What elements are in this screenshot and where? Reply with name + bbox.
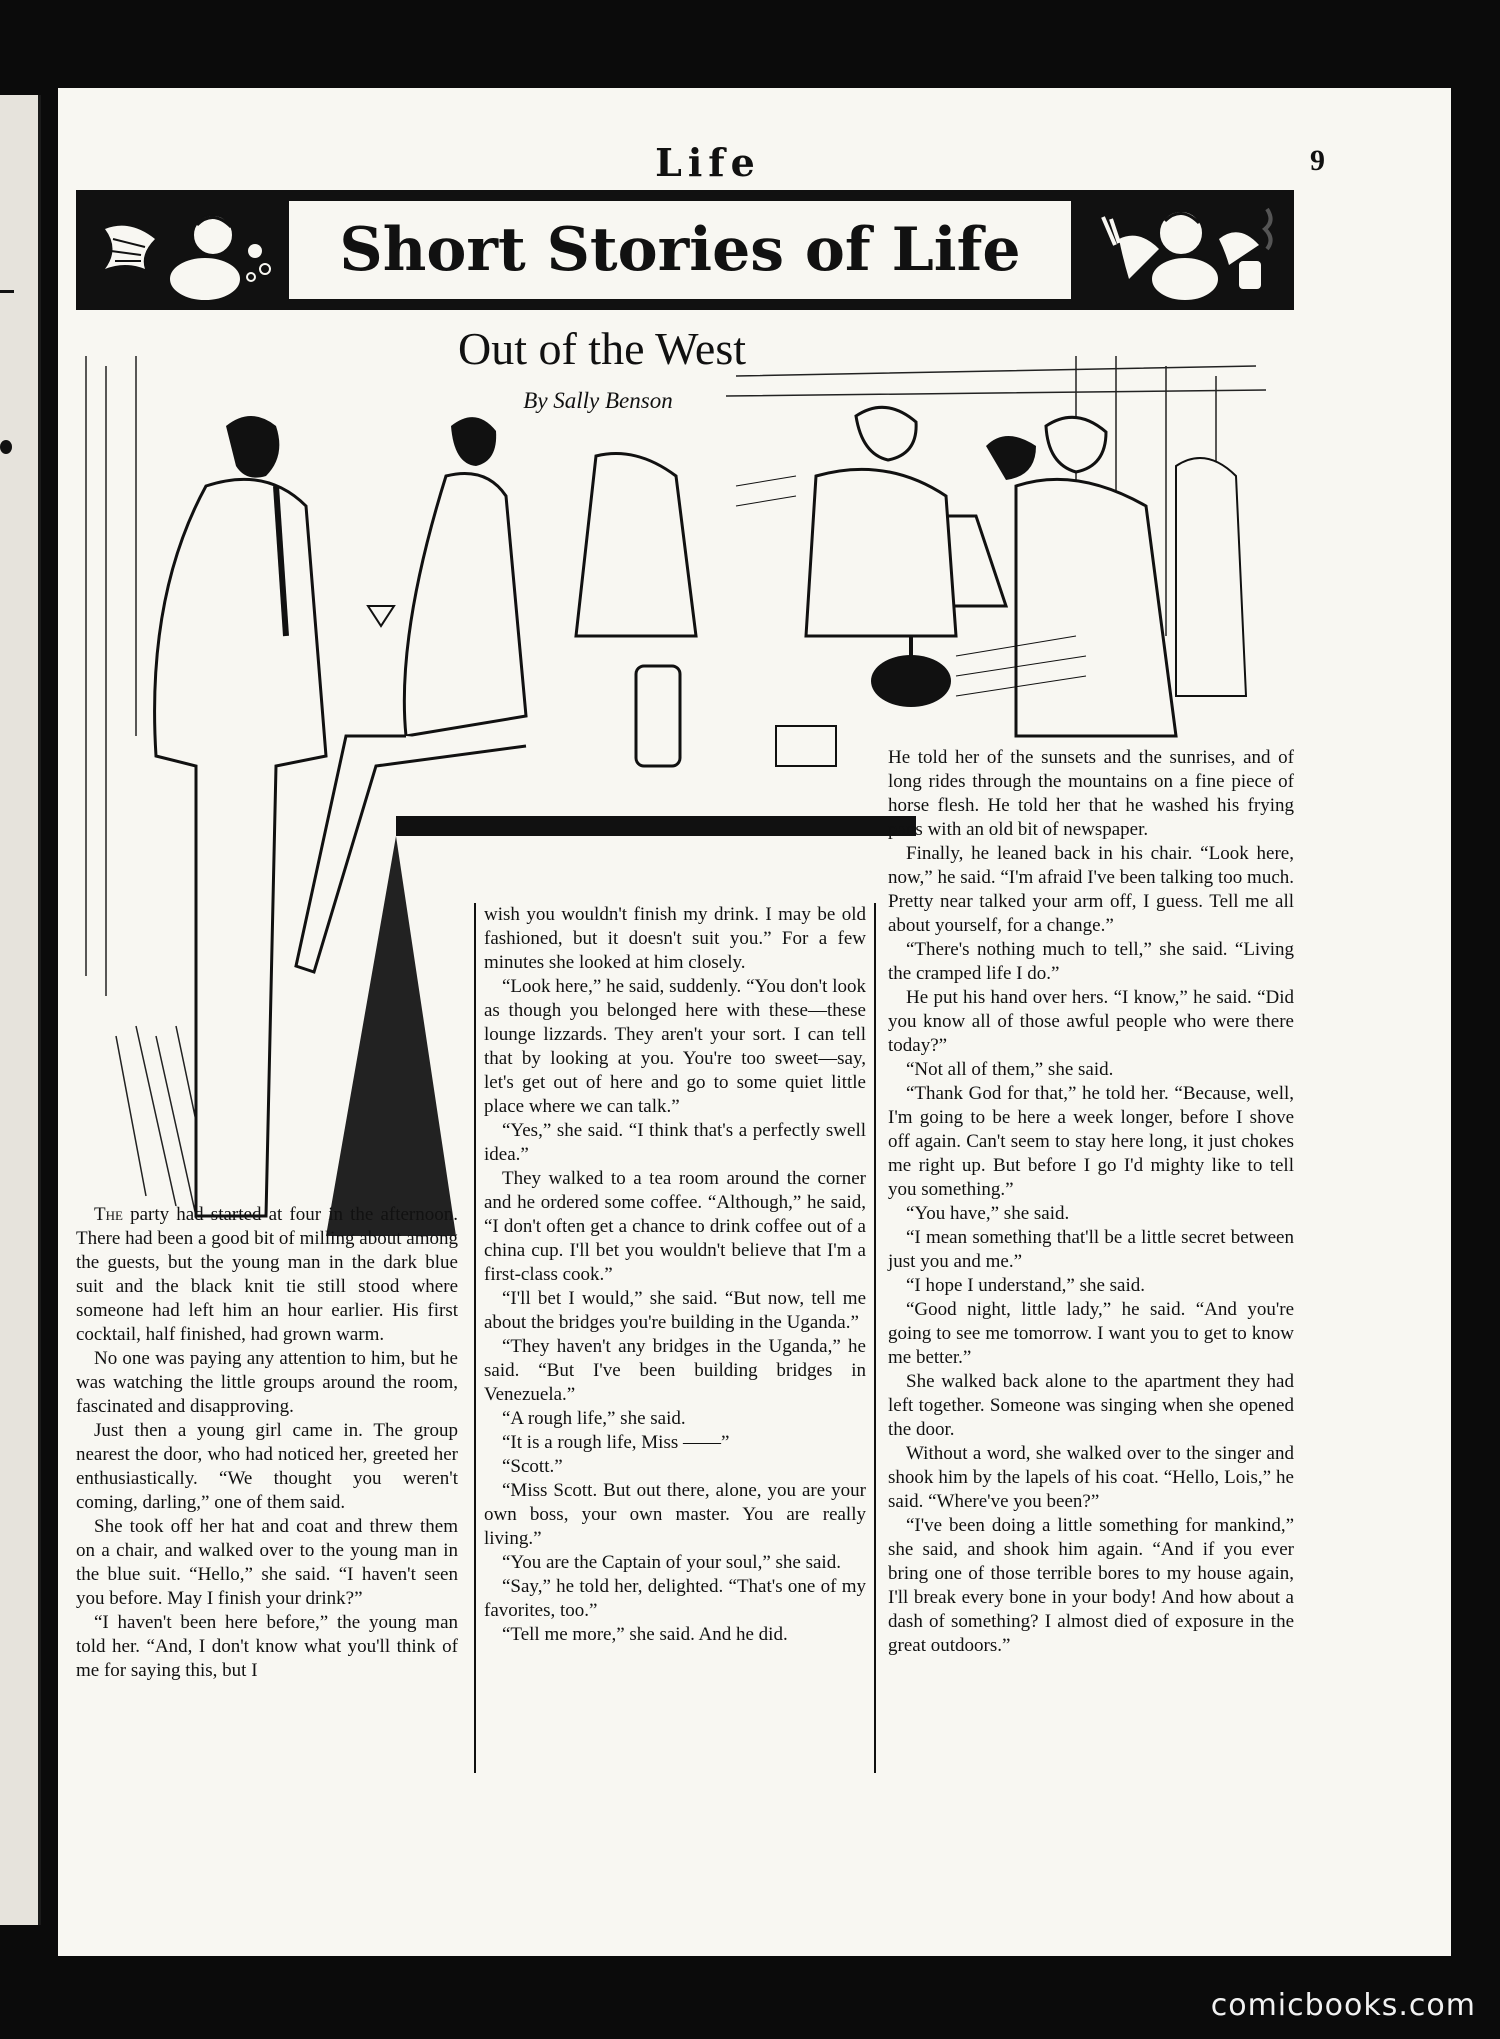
paragraph: “Tell me more,” she said. And he did.	[502, 1624, 788, 1645]
magazine-page	[58, 88, 1451, 1956]
paragraph: “Look here,” he said, suddenly. “You don't look as though you belonged here with these—these lounge lizzards. They aren't your sort. I can tell that by looking at you. You're too sweet—say, let's get out of here and go to some quiet little place where we can talk.”	[484, 976, 866, 1117]
banner-title-panel	[287, 199, 1073, 301]
paragraph: “A rough life,” she said.	[502, 1408, 686, 1429]
text-column-1	[76, 1203, 458, 1773]
paragraph: The party had started at four in the afternoon. There had been a good bit of milling about among the guests, but the young man in the dark blue suit and the black knit tie still stood where someone had left him an hour earlier. His first cocktail, half finished, had grown warm.	[76, 1204, 458, 1345]
paragraph: wish you wouldn't finish my drink. I may be old fashioned, but it doesn't suit you.” For a few minutes she looked at him closely.	[484, 904, 866, 973]
paragraph: “I'll bet I would,” she said. “But now, tell me about the bridges you're building in the Uganda.”	[484, 1288, 866, 1333]
text-column-2	[474, 903, 876, 1773]
cherub-right-icon	[1089, 199, 1285, 303]
paragraph: He put his hand over hers. “I know,” he said. “Did you know all of those awful people who were there today?”	[888, 987, 1294, 1056]
story-byline: By Sally Benson	[523, 388, 673, 413]
paragraph: They walked to a tea room around the corner and he ordered some coffee. “Although,” he said, “I don't often get a chance to drink coffee out of a china cup. I'll bet you wouldn't believe that I'm a first-class cook.”	[484, 1168, 866, 1285]
paragraph: “They haven't any bridges in the Uganda,” he said. “But I've been building bridges in Venezuela.”	[484, 1336, 866, 1405]
paragraph: Finally, he leaned back in his chair. “Look here, now,” he said. “I'm afraid I've been talking too much. Pretty near talked your arm off, I guess. Tell me all about yourself, for a change.”	[888, 843, 1294, 936]
paragraph: “It is a rough life, Miss ——”	[502, 1432, 730, 1453]
paragraph: “Good night, little lady,” he said. “And you're going to see me tomorrow. I want you to get to know me better.”	[888, 1299, 1294, 1368]
masthead: Life	[655, 140, 761, 185]
paragraph: “Yes,” she said. “I think that's a perfectly swell idea.”	[484, 1120, 866, 1165]
section-title: Short Stories of Life	[339, 215, 1021, 285]
paragraph: “Thank God for that,” he told her. “Because, well, I'm going to be here a week longer, before I shove off again. Can't seem to stay here long, it just chokes me right up. But before I go I'd mighty like to tell you something.”	[888, 1083, 1294, 1200]
paragraph: “I hope I understand,” she said.	[906, 1275, 1146, 1296]
paragraph: “Miss Scott. But out there, alone, you are your own boss, your own master. You are really living.”	[484, 1480, 866, 1549]
paragraph: Just then a young girl came in. The group nearest the door, who had noticed her, greeted her enthusiastically. “We thought you weren't coming, darling,” one of them said.	[76, 1420, 458, 1513]
story-title: Out of the West	[444, 322, 760, 375]
facing-page-mark	[0, 440, 12, 454]
paragraph: “I haven't been here before,” the young man told her. “And, I don't know what you'll think of me for saying this, but I	[76, 1612, 458, 1681]
facing-page-mark	[0, 290, 14, 293]
text-column-3	[888, 746, 1294, 1776]
paragraph: She walked back alone to the apartment they had left together. Someone was singing when she opened the door.	[888, 1371, 1294, 1440]
watermark: comicbooks.com	[1210, 1988, 1476, 2023]
paragraph: She took off her hat and coat and threw them on a chair, and walked over to the young man in the blue suit. “Hello,” she said. “I haven't seen you before. May I finish your drink?”	[76, 1516, 458, 1609]
paragraph: “Scott.”	[502, 1456, 563, 1477]
paragraph: He told her of the sunsets and the sunrises, and of long rides through the mountains on a fine piece of horse flesh. He told her that he washed his frying pans with an old bit of newspaper.	[888, 747, 1294, 840]
page-number: 9	[1310, 144, 1325, 177]
facing-page-edge	[0, 95, 41, 1925]
paragraph: “Not all of them,” she said.	[906, 1059, 1114, 1080]
paragraph: “Say,” he told her, delighted. “That's one of my favorites, too.”	[484, 1576, 866, 1621]
section-banner	[76, 190, 1294, 310]
paragraph: “You have,” she said.	[906, 1203, 1070, 1224]
paragraph: “You are the Captain of your soul,” she said.	[502, 1552, 841, 1573]
cherub-left-icon	[85, 199, 281, 303]
paragraph: No one was paying any attention to him, but he was watching the little groups around the room, fascinated and disapproving.	[76, 1348, 458, 1417]
paragraph: “I mean something that'll be a little secret between just you and me.”	[888, 1227, 1294, 1272]
paragraph: Without a word, she walked over to the singer and shook him by the lapels of his coat. “Hello, Lois,” he said. “Where've you been?”	[888, 1443, 1294, 1512]
paragraph: “I've been doing a little something for mankind,” she said, and shook him again. “And if you ever bring one of those terrible bores to my house again, I'll break every bone in your body! And how about a dash of something? I almost died of exposure in the great outdoors.”	[888, 1515, 1294, 1656]
paragraph: “There's nothing much to tell,” she said. “Living the cramped life I do.”	[888, 939, 1294, 984]
